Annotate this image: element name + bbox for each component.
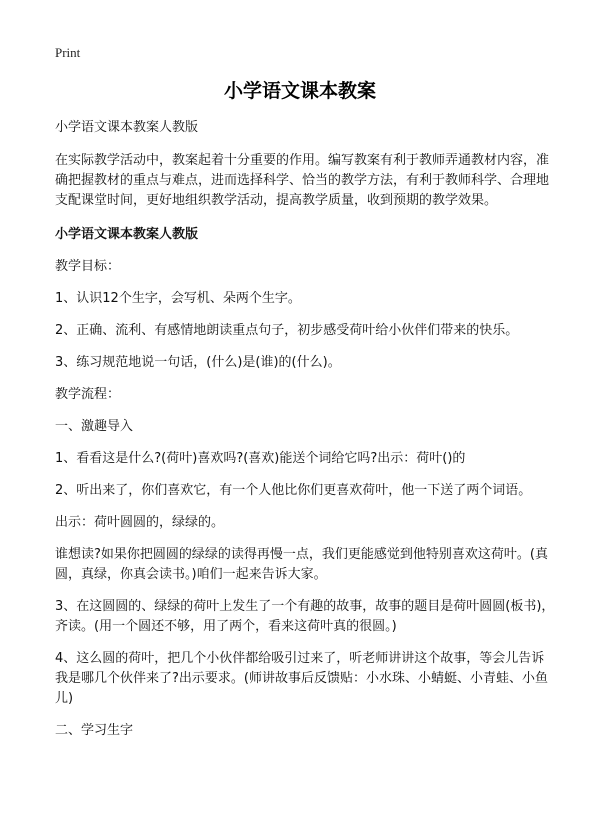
step-item: 出示：荷叶圆圆的，绿绿的。 (55, 515, 225, 530)
print-link[interactable]: Print (55, 45, 81, 60)
subtitle: 小学语文课本教案人教版 (55, 120, 199, 135)
goal-item: 1、认识12个生字，会写机、朵两个生字。 (55, 291, 301, 306)
process-heading: 教学流程： (55, 387, 121, 402)
step-heading: 一、激趣导入 (55, 419, 134, 434)
step-heading: 二、学习生字 (55, 723, 134, 738)
intro-paragraph: 在实际教学活动中，教案起着十分重要的作用。编写教案有利于教师弄通教材内容，准确把握教材的重点与难点，进而选择科学、恰当的教学方法，有利于教师科学、合理地支配课堂时间，更好地组织教学活动，提高教学质量，收到预期的教学效果。 (55, 153, 550, 208)
document-body (55, 118, 555, 741)
goals-heading: 教学目标： (55, 259, 121, 274)
page-title: 小学语文课本教案 (223, 80, 376, 102)
step-item: 2、听出来了，你们喜欢它，有一个人他比你们更喜欢荷叶，他一下送了两个词语。 (55, 483, 532, 498)
step-item: 3、在这圆圆的、绿绿的荷叶上发生了一个有趣的故事，故事的题目是荷叶圆圆(板书)，齐读。(用一个圆还不够，用了两个，看来这荷叶真的很圆。) (55, 599, 555, 634)
step-item: 谁想读?如果你把圆圆的绿绿的读得再慢一点，我们更能感觉到他特别喜欢这荷叶。(真圆，真绿，你真会读书。)咱们一起来告诉大家。 (55, 547, 548, 582)
goal-item: 3、练习规范地说一句话，(什么)是(谁)的(什么)。 (55, 355, 341, 370)
goal-item: 2、正确、流利、有感情地朗读重点句子，初步感受荷叶给小伙伴们带来的快乐。 (55, 323, 519, 338)
section-heading: 小学语文课本教案人教版 (55, 227, 199, 242)
step-item: 4、这么圆的荷叶，把几个小伙伴都给吸引过来了，听老师讲讲这个故事，等会儿告诉我是哪几个伙伴来了?出示要求。(师讲故事后反馈贴：小水珠、小蜻蜓、小青蛙、小鱼儿) (55, 651, 548, 706)
step-item: 1、看看这是什么?(荷叶)喜欢吗?(喜欢)能送个词给它吗?出示：荷叶()的 (55, 451, 466, 466)
